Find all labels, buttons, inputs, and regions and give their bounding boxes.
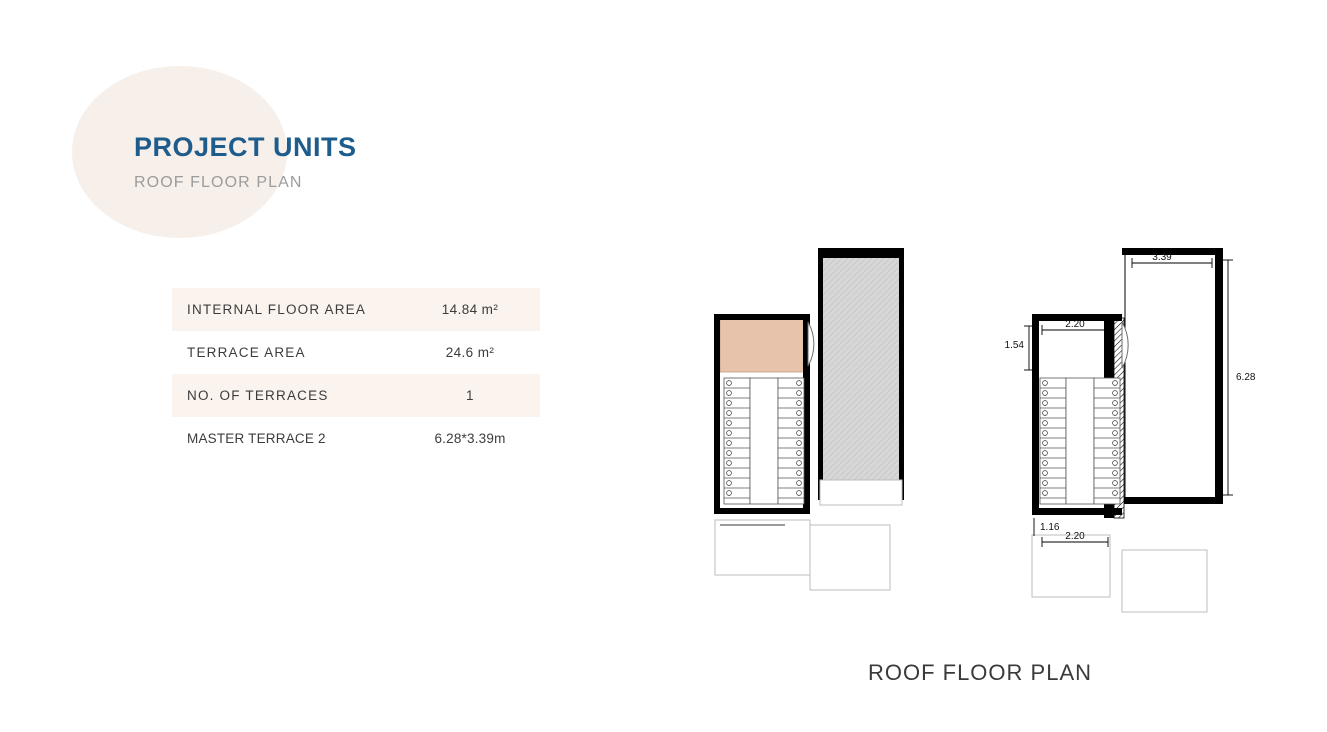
spec-label: INTERNAL FLOOR AREA	[187, 302, 367, 317]
spec-label: TERRACE AREA	[187, 345, 306, 360]
staircase	[724, 378, 804, 504]
dim-top-width: 3.39	[1152, 252, 1172, 263]
page-title: PROJECT UNITS	[134, 132, 357, 162]
left-floor-plan	[714, 248, 904, 590]
table-row	[172, 417, 540, 460]
right-floor-plan-dimensioned	[1005, 248, 1256, 612]
spec-label: NO. OF TERRACES	[187, 388, 329, 403]
floor-plan-svg	[690, 230, 1270, 650]
dim-left-mid: 1.54	[1004, 340, 1024, 351]
page-subtitle: ROOF FLOOR PLAN	[134, 174, 303, 192]
staircase	[1040, 378, 1120, 504]
table-row	[172, 288, 540, 331]
spec-label: MASTER TERRACE 2	[187, 431, 326, 446]
spec-value: 24.6 m²	[445, 345, 495, 360]
spec-value: 14.84 m²	[441, 302, 499, 317]
dim-lower-width: 2.20	[1065, 531, 1085, 542]
spec-table	[172, 288, 540, 460]
dim-right-height: 6.28	[1236, 372, 1256, 383]
dim-lower-left: 1.16	[1040, 522, 1060, 533]
table-row	[172, 374, 540, 417]
table-row	[172, 331, 540, 374]
floor-plan-drawings	[690, 230, 1270, 650]
spec-value: 1	[466, 388, 474, 403]
title-block	[134, 131, 357, 192]
dim-upper-left: 2.20	[1065, 319, 1085, 330]
drawing-caption: ROOF FLOOR PLAN	[867, 660, 1093, 685]
spec-value: 6.28*3.39m	[434, 431, 506, 446]
